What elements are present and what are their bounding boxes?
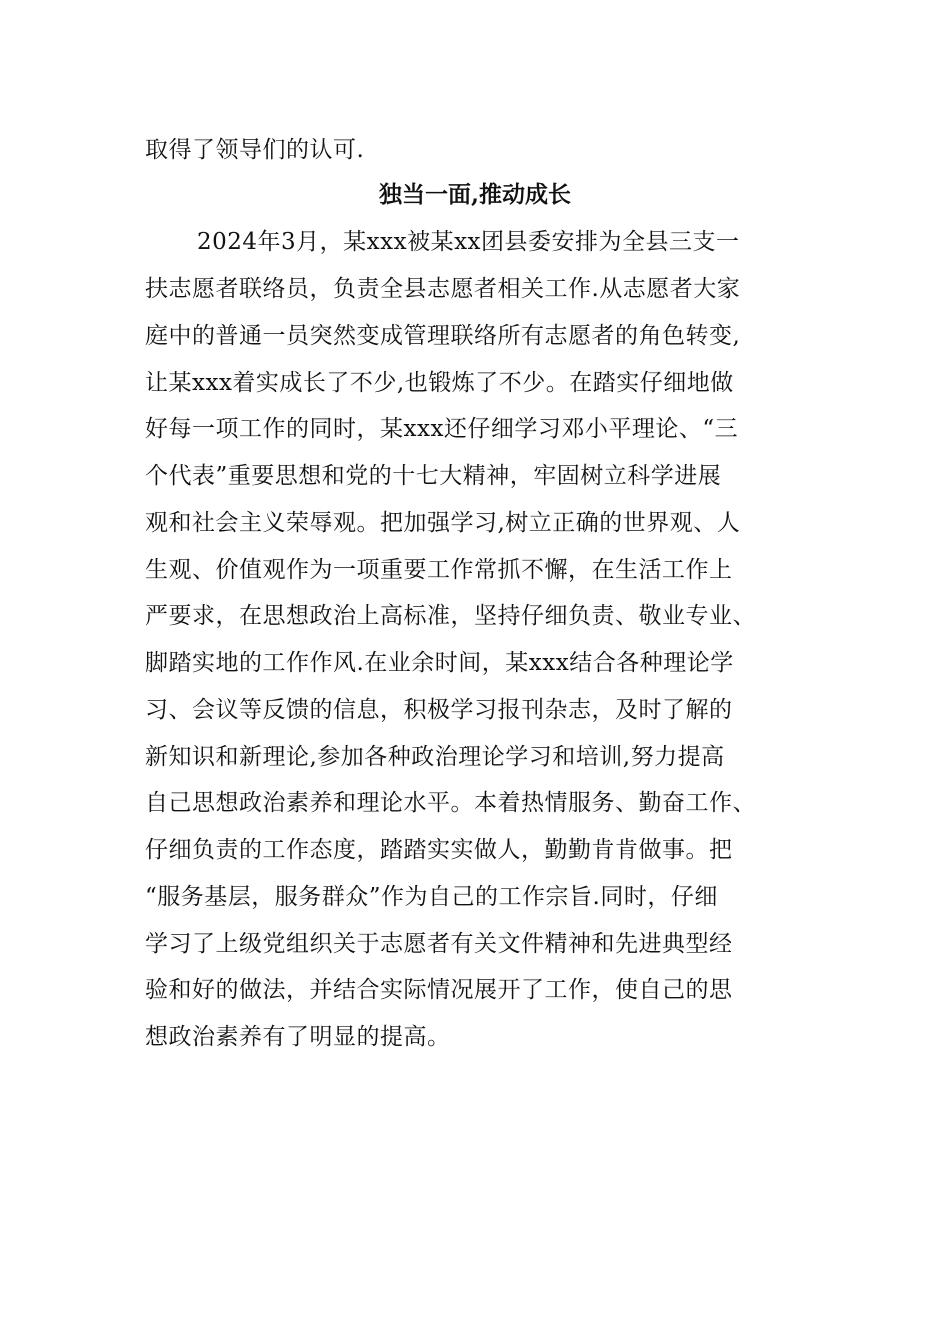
paragraph-line: 好每一项工作的同时，某xxx还仔细学习邓小平理论、“三 (145, 416, 739, 442)
paragraph-line: 个代表”重要思想和党的十七大精神，牢固树立科学进展 (145, 463, 722, 489)
paragraph-line: 生观、价值观作为一项重要工作常抓不懈，在生活工作上 (145, 557, 733, 583)
paragraph-line: 习、会议等反馈的信息，积极学习报刊杂志，及时了解的 (145, 697, 733, 723)
paragraph-line: 观和社会主义荣辱观。把加强学习,树立正确的世界观、人 (145, 510, 741, 536)
paragraph-line: 仔细负责的工作态度，踏踏实实做人，勤勤肯肯做事。把 (145, 837, 733, 863)
paragraph-line: 庭中的普通一员突然变成管理联络所有志愿者的角色转变, (145, 323, 741, 349)
section-heading: 独当一面,推动成长 (378, 181, 571, 208)
paragraph-line: 学习了上级党组织关于志愿者有关文件精神和先进典型经 (145, 931, 733, 957)
paragraph-line: 严要求，在思想政治上高标准，坚持仔细负责、敬业专业、 (145, 603, 756, 629)
paragraph-line: 2024年3月，某xxx被某xx团县委安排为全县三支一 (197, 229, 740, 255)
paragraph-line: 扶志愿者联络员，负责全县志愿者相关工作.从志愿者大家 (145, 276, 741, 302)
paragraph-line: 自己思想政治素养和理论水平。本着热情服务、勤奋工作、 (145, 790, 756, 816)
paragraph-line: 脚踏实地的工作作风.在业余时间，某xxx结合各种理论学 (145, 650, 734, 676)
paragraph-line: 新知识和新理论,参加各种政治理论学习和培训,努力提高 (145, 744, 725, 770)
paragraph-line: 验和好的做法，并结合实际情况展开了工作，使自己的思 (145, 977, 733, 1003)
intro-line: 取得了领导们的认可. (145, 137, 365, 163)
paragraph-line: “服务基层，服务群众”作为自己的工作宗旨.同时，仔细 (145, 884, 718, 910)
paragraph-line: 让某xxx着实成长了不少,也锻炼了不少。在踏实仔细地做 (145, 370, 734, 396)
paragraph-line: 想政治素养有了明显的提高。 (145, 1024, 451, 1050)
